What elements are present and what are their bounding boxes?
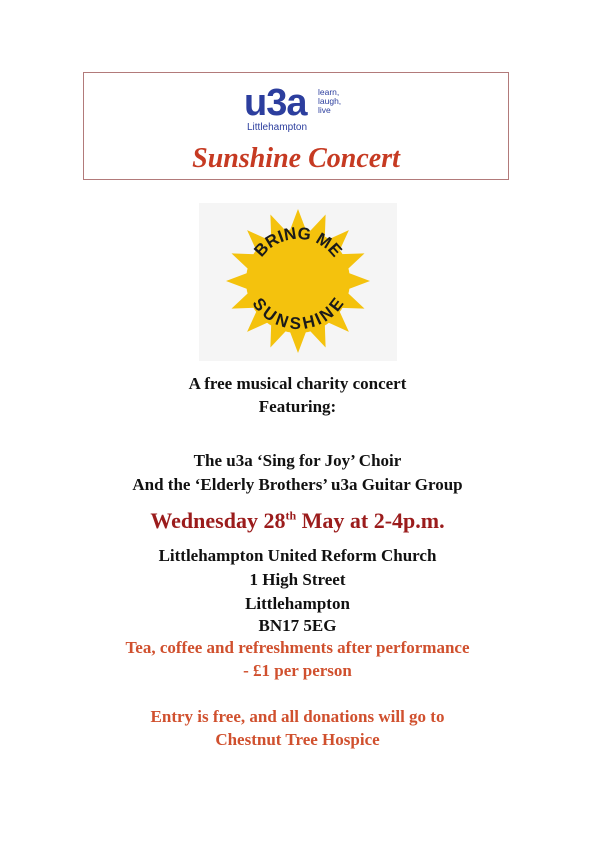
sun-icon xyxy=(199,203,397,361)
logo-town: Littlehampton xyxy=(247,122,308,133)
u3a-logo xyxy=(244,82,364,133)
page-title: Sunshine Concert xyxy=(192,143,400,174)
logo-tagline xyxy=(318,88,362,115)
logo-tagline-line: live xyxy=(318,105,331,115)
venue-line: Littlehampton United Reform Church xyxy=(158,546,437,565)
refreshments-line: Tea, coffee and refreshments after performance xyxy=(125,638,470,657)
date-prefix: Wednesday 28 xyxy=(150,508,286,533)
venue-line: Littlehampton xyxy=(245,594,350,613)
logo-tagline-line: laugh, xyxy=(318,96,342,106)
refreshments-line: - £1 per person xyxy=(243,661,352,680)
venue-line: BN17 5EG xyxy=(258,616,337,635)
performers-line: The u3a ‘Sing for Joy’ Choir xyxy=(193,451,402,470)
intro-line: A free musical charity concert xyxy=(188,374,407,393)
logo-tagline-line: learn, xyxy=(318,87,340,97)
intro-line: Featuring: xyxy=(258,397,337,416)
donations-line: Entry is free, and all donations will go to xyxy=(150,707,445,726)
header-box xyxy=(83,72,509,180)
date-rest: May at 2-4p.m. xyxy=(296,508,445,533)
date-suffix: th xyxy=(285,508,297,523)
venue-line: 1 High Street xyxy=(249,570,346,589)
sunshine-badge-image xyxy=(199,203,397,361)
donations-line: Chestnut Tree Hospice xyxy=(215,730,380,749)
performers-line: And the ‘Elderly Brothers’ u3a Guitar Group xyxy=(132,475,463,494)
event-date xyxy=(0,508,595,534)
badge-text-bottom: SUNSHINE xyxy=(248,294,348,334)
badge-text-top: BRING ME xyxy=(250,223,346,261)
logo-mark: u3a xyxy=(244,82,307,124)
